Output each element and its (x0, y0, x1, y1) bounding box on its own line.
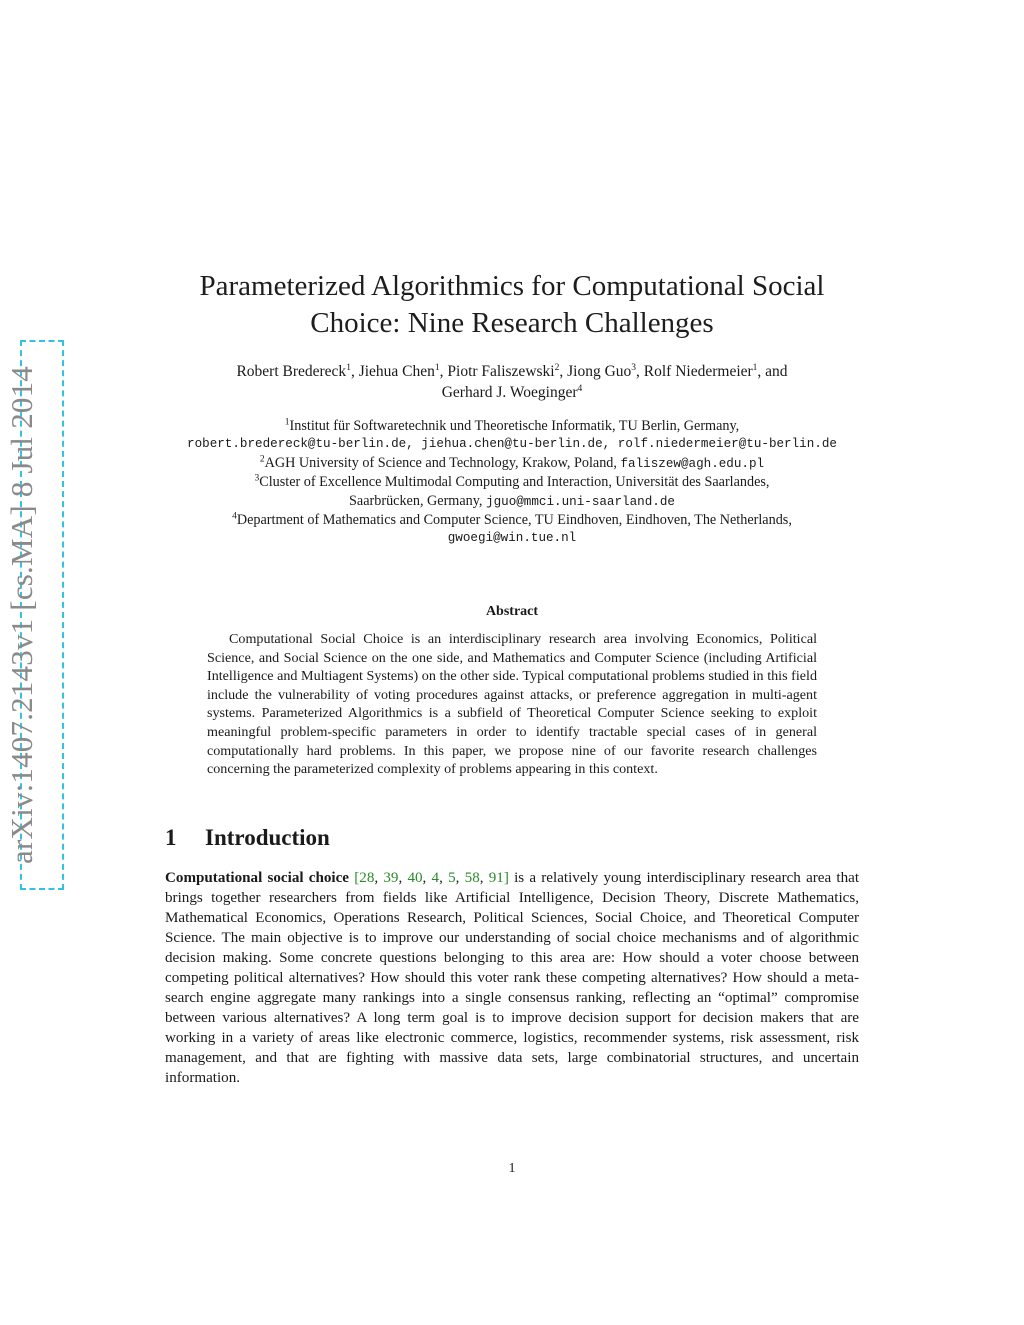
citation-link[interactable]: 4 (431, 870, 440, 886)
affil-sup: 1 (284, 417, 290, 428)
affiliation-1-emails[interactable]: robert.bredereck@tu-berlin.de, jiehua.chen@tu-berlin.de, rolf.niedermeier@tu-berlin.de (187, 437, 837, 452)
citation-bracket: [ (354, 870, 360, 886)
author-affil-sup: 2 (554, 362, 560, 373)
title-line-1: Parameterized Algorithmics for Computational Social (199, 270, 825, 302)
citation-link[interactable]: 91 (488, 870, 504, 886)
affil-text: Cluster of Excellence Multimodal Computing and Interaction, Universität des Saarlandes, (259, 474, 770, 491)
author-name: Gerhard J. Woeginger (441, 384, 578, 401)
intro-paragraph: Computational social choice [28, 39, 40, 4, 5, 58, 91] is a relatively young interdisciplinary research area that brings together researchers from fields like Artificial Intelligence, Decision Theory, Discrete Mathematics, Mathematical Economics, Operations Research, Political Sciences, Social Choice, and Theoretical Computer Science. The main objective is to improve our understanding of social choice mechanisms and of algorithmic decision making. Some concrete questions belonging to this area are: How should a voter choose between competing political alternatives? How should this voter rank these competing alternatives? How should a meta-search engine aggregate many rankings into a single consensus ranking, reflecting an “optimal” compromise between various alternatives? A long term goal is to improve decision support for decision makers that are working in a variety of areas like electronic commerce, logistics, recommender systems, risk assessment, risk management, and that are fighting with massive data sets, large combinatorial structures, and uncertain information. (165, 870, 860, 1086)
affiliation-4-email[interactable]: gwoegi@win.tue.nl (447, 531, 577, 546)
affiliation-2 (160, 454, 864, 473)
email-link[interactable]: jguo@mmci.uni-saarland.de (486, 494, 675, 509)
author-name: Piotr Faliszewski (447, 363, 555, 380)
affil-sup: 2 (259, 454, 265, 465)
affiliations (160, 417, 864, 548)
page-number: 1 (508, 1161, 516, 1176)
email-link[interactable]: faliszew@agh.edu.pl (620, 456, 765, 471)
intro-body-text: is a relatively young interdisciplinary research area that brings together researchers from fields like Artificial Intelligence, Decision Theory, Discrete Mathematics, Mathematical Economics, Operations Research, Political Sciences, Social Choice, and Theoretical Computer Science. The main objective is to improve our understanding of social choice mechanisms and of algorithmic decision making. Some concrete questions belonging to this area are: How should a voter choose between competing political alternatives? How should this voter rank these competing alternatives? How should a meta-search engine aggregate many rankings into a single consensus ranking, reflecting an “optimal” compromise between various alternatives? A long term goal is to improve decision support for decision makers that are working in a variety of areas like electronic commerce, logistics, recommender systems, risk assessment, risk management, and that are fighting with massive data sets, large combinatorial structures, and uncertain information. (165, 870, 860, 1086)
affiliation-4 (160, 511, 864, 529)
abstract-body: Computational Social Choice is an interdisciplinary research area involving Economics, Political Science, and Social Science on the one side, and Mathematics and Computer Science (including Artificial Intelligence and Multiagent Systems) on the other side. Typical computational problems studied in this field include the vulnerability of voting procedures against attacks, or preference aggregation in multi-agent systems. Parameterized Algorithmics is a subfield of Theoretical Computer Science seeking to exploit meaningful problem-specific parameters in order to identify tractable special cases of in general computationally hard problems. In this paper, we propose nine of our favorite research challenges concerning the parameterized complexity of problems appearing in this context. (207, 631, 817, 778)
author-name: Robert Bredereck (236, 363, 347, 380)
affiliation-3-cont (160, 492, 864, 511)
citation-link[interactable]: 5 (448, 870, 456, 886)
author-affil-sup: 4 (577, 383, 583, 394)
arxiv-identifier[interactable]: arXiv:1407.2143v1 [cs.MA] 8 Jul 2014 (4, 366, 39, 864)
section-heading (165, 823, 330, 853)
citation-link[interactable]: 58 (464, 870, 480, 886)
author-line-1: Robert Bredereck$^1$, Jiehua Chen$^1$, Piotr Faliszewski$^2$, Jiong Guo$^3$, Rolf Niedermeier$^1$, and (236, 362, 788, 380)
abstract-heading: Abstract (485, 604, 539, 619)
author-name: Jiehua Chen (358, 363, 435, 380)
citation-link[interactable]: 40 (407, 870, 423, 886)
author-list (160, 361, 864, 403)
affiliation-1 (160, 417, 864, 435)
paper-title (160, 268, 864, 342)
affil-text: AGH University of Science and Technology, Krakow, Poland, (264, 454, 617, 471)
section-number: 1 (165, 825, 177, 850)
author-name: Jiong Guo (567, 363, 632, 380)
section-title: Introduction (205, 825, 330, 850)
intro-lead-term: Computational social choice (165, 870, 350, 886)
citation-link[interactable]: 39 (383, 870, 399, 886)
affil-text: Department of Mathematics and Computer Science, TU Eindhoven, Eindhoven, The Netherlands, (236, 512, 792, 529)
citation-bracket: ] (503, 870, 509, 886)
author-line-2 (160, 382, 864, 403)
author-affil-sup: 3 (631, 362, 637, 373)
author-affil-sup: 1 (434, 362, 440, 373)
author-affil-sup: 1 (346, 362, 351, 373)
affil-sup: 4 (232, 511, 237, 522)
affiliation-3 (160, 473, 864, 491)
author-conjunction: , and (757, 363, 788, 380)
affil-sup: 3 (254, 473, 260, 484)
author-affil-sup: 1 (752, 362, 758, 373)
author-name: Rolf Niedermeier (643, 363, 753, 380)
citation-link[interactable]: 28 (359, 870, 375, 886)
affil-text: Institut für Softwaretechnik und Theoretische Informatik, TU Berlin, Germany, (289, 418, 740, 434)
affil-text: Saarbrücken, Germany, (349, 492, 483, 509)
title-line-2: Choice: Nine Research Challenges (310, 307, 714, 339)
